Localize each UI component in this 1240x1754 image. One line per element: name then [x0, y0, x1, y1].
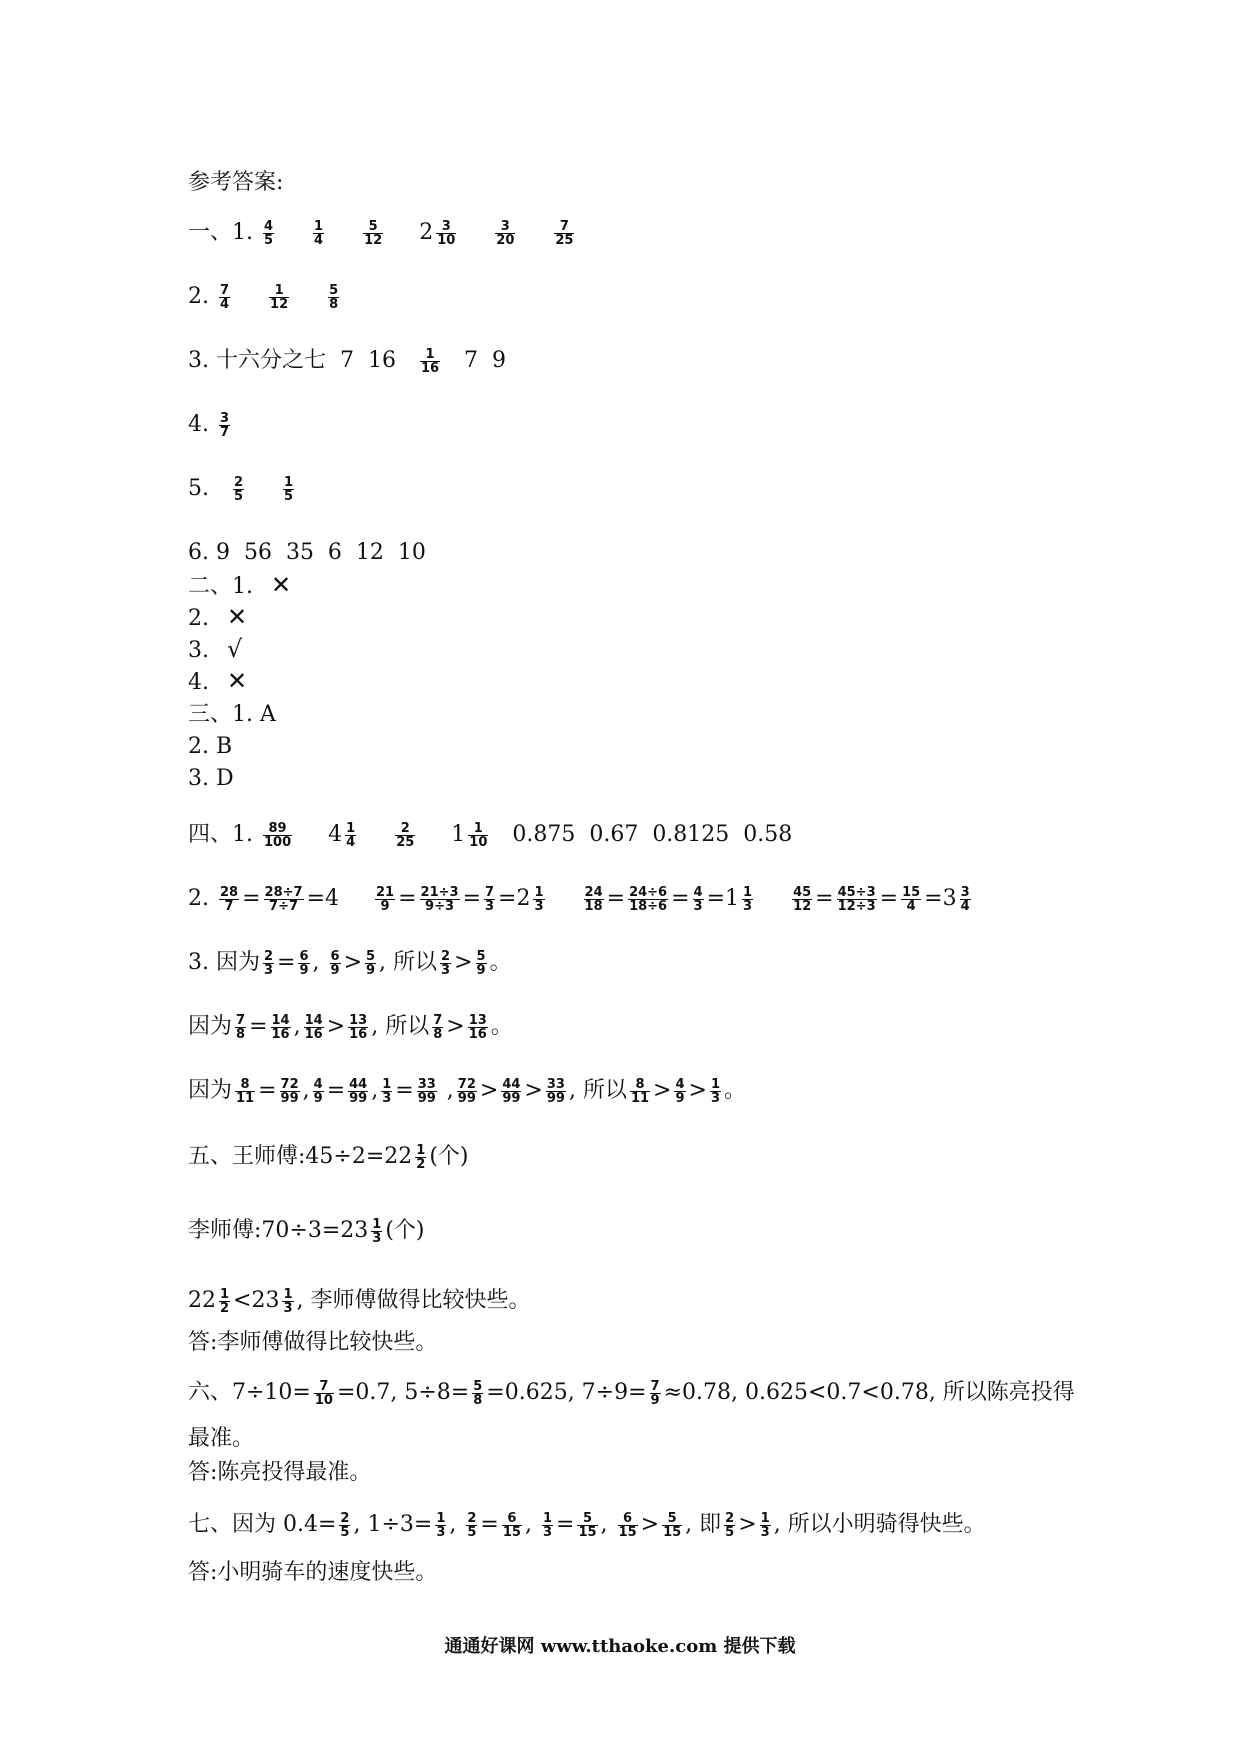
- fraction: [542, 1512, 553, 1539]
- fraction: [760, 1512, 771, 1539]
- fraction: [674, 1078, 685, 1105]
- numerator: 7: [433, 1012, 443, 1028]
- denominator: 11: [630, 1090, 650, 1106]
- s6-line1: [188, 1378, 1075, 1408]
- denominator: 99: [280, 1090, 299, 1106]
- s3-q1: 三、1. A: [188, 702, 276, 727]
- fraction: [363, 220, 383, 247]
- fraction: [420, 886, 460, 913]
- numerator: 44: [349, 1076, 368, 1092]
- denominator: 8: [329, 296, 339, 312]
- numerator: 6: [623, 1510, 633, 1526]
- q-text: 七、因为 0.4=: [188, 1512, 337, 1537]
- fraction: [436, 220, 456, 247]
- denominator: 5: [725, 1524, 735, 1540]
- fraction: [348, 1014, 368, 1041]
- denominator: 5: [340, 1524, 350, 1540]
- fraction: [546, 1078, 566, 1105]
- fraction: [263, 950, 274, 977]
- numerator: 5: [476, 948, 486, 964]
- denominator: 100: [264, 834, 292, 850]
- fraction: [472, 1380, 483, 1407]
- numerator: 5: [368, 218, 378, 234]
- s4-q3-line1: 3. 因为 $\frac{2}{3}$ = $\frac{6}{9}$ , $\frac{6}{9}$ > $\frac{5}{9}$ , 所以 $\frac{2}{3}$ > $\frac{5}{9}$ 。: [188, 948, 512, 978]
- fraction: [264, 886, 304, 913]
- fraction: [219, 1288, 230, 1315]
- s1-q3: [188, 346, 506, 376]
- s5-answer: 答:李师傅做得比较快些。: [188, 1330, 438, 1355]
- fraction: [263, 822, 292, 849]
- denominator: 10: [314, 1392, 333, 1408]
- denominator: 99: [502, 1090, 521, 1106]
- result: =3: [924, 886, 957, 911]
- fraction: [371, 1218, 382, 1245]
- denominator: 12: [270, 296, 289, 312]
- q-text: , 即: [685, 1512, 722, 1537]
- numerator: 4: [693, 884, 703, 900]
- q-text: <23: [233, 1288, 280, 1313]
- unit: (个): [385, 1218, 425, 1243]
- fraction: [283, 476, 294, 503]
- denominator: 8: [473, 1392, 483, 1408]
- denominator: 9: [375, 899, 395, 913]
- fraction: [375, 886, 395, 913]
- numerator: 2: [263, 948, 274, 964]
- s2-q2: [188, 602, 247, 634]
- q-text: 因为: [188, 1078, 233, 1103]
- result: =4: [306, 886, 339, 911]
- denominator: 3: [760, 1524, 770, 1540]
- decimal-answers: 0.875 0.67 0.8125 0.58: [512, 822, 793, 847]
- denominator: 9: [366, 962, 376, 978]
- numerator: 1: [284, 474, 294, 490]
- q-label: 2.: [188, 284, 209, 309]
- fraction: [792, 886, 812, 913]
- fraction: [348, 1078, 368, 1105]
- fraction: [381, 1078, 392, 1105]
- numerator: 1: [382, 1076, 392, 1092]
- numerator: 7: [236, 1012, 246, 1028]
- numerator: 24: [584, 884, 603, 900]
- s1-q4: [188, 410, 233, 440]
- s1-q5: [188, 474, 297, 504]
- period: 。: [489, 950, 512, 975]
- denominator: 3: [534, 898, 544, 914]
- fraction: [630, 1078, 650, 1105]
- denominator: 3: [436, 1524, 446, 1540]
- numerator: 8: [635, 1076, 645, 1092]
- denominator: 4: [901, 899, 921, 913]
- q-label: 二、1.: [188, 574, 253, 599]
- numerator: 33: [546, 1076, 565, 1092]
- cross-mark-icon: ✕: [271, 571, 292, 599]
- q-text: =0.7, 5÷8=: [336, 1380, 470, 1405]
- q-label: 3.: [188, 638, 209, 663]
- numerator: 7: [319, 1378, 329, 1394]
- denominator: 15: [502, 1524, 521, 1540]
- fraction: [693, 886, 704, 913]
- numerator: 1: [534, 884, 544, 900]
- denominator: 9: [675, 1090, 685, 1106]
- fraction: [584, 886, 604, 913]
- cross-mark-icon: ✕: [227, 667, 248, 695]
- denominator: 25: [396, 834, 415, 850]
- fraction: [271, 1014, 291, 1041]
- comma: ,: [312, 950, 327, 975]
- q-label: 四、1.: [188, 822, 253, 847]
- period: 。: [724, 1078, 747, 1103]
- q-text: , 所以: [379, 950, 438, 975]
- q-text: ,: [600, 1512, 615, 1537]
- denominator: 99: [349, 1090, 368, 1106]
- fraction: [440, 950, 451, 977]
- denominator: 16: [349, 1026, 368, 1042]
- denominator: 2: [220, 1300, 230, 1316]
- denominator: 12÷3: [837, 898, 876, 914]
- denominator: 7÷7: [264, 899, 304, 913]
- denominator: 99: [546, 1090, 565, 1106]
- denominator: 25: [555, 232, 574, 248]
- s5-line2: [188, 1216, 424, 1246]
- s5-line3: [188, 1286, 531, 1316]
- footer-credit: 通通好课网 www.tthaoke.com 提供下载: [444, 1636, 796, 1657]
- s2-q1: [188, 570, 291, 602]
- fraction: [466, 1512, 477, 1539]
- numerator: 89: [268, 820, 287, 836]
- s6-line2: 最准。: [188, 1426, 255, 1451]
- denominator: 3: [441, 962, 451, 978]
- numerator: 1: [473, 820, 483, 836]
- q-text: , 1÷3=: [353, 1512, 433, 1537]
- fraction: [901, 886, 921, 913]
- fraction: [365, 950, 376, 977]
- denominator: 16: [420, 360, 440, 376]
- numerator: 33: [417, 1076, 436, 1092]
- fraction: [435, 1512, 446, 1539]
- fraction: [742, 886, 753, 913]
- numerator: 4: [313, 1076, 323, 1092]
- denominator: 3: [693, 898, 703, 914]
- numerator: 6: [507, 1510, 517, 1526]
- q-text: , 所以小明骑得快些。: [773, 1512, 986, 1537]
- denominator: 3: [485, 898, 495, 914]
- fraction: [314, 1380, 334, 1407]
- fraction: [724, 1512, 735, 1539]
- numerator: 1: [372, 1216, 382, 1232]
- fraction: [233, 476, 244, 503]
- q-label: 4.: [188, 412, 209, 437]
- numerator: 2: [467, 1510, 477, 1526]
- numerator: 3: [441, 218, 451, 234]
- numerator: 28: [220, 884, 239, 900]
- result: =2: [498, 886, 531, 911]
- numerator: 13: [349, 1012, 368, 1028]
- fraction: [457, 1078, 477, 1105]
- denominator: 3: [372, 1230, 382, 1246]
- numerator: 72: [457, 1076, 476, 1092]
- fraction: [282, 1288, 293, 1315]
- check-mark-icon: √: [227, 635, 243, 663]
- whole-number: 2: [419, 220, 434, 245]
- fraction: [219, 412, 230, 439]
- fraction: [484, 886, 495, 913]
- numerator: 1: [416, 1142, 426, 1158]
- numerator: 4: [264, 218, 274, 234]
- numerator: 2: [441, 948, 451, 964]
- numerator: 5: [329, 282, 339, 298]
- numerator: 1: [542, 1510, 552, 1526]
- fraction: [650, 1380, 661, 1407]
- numerator: 2: [234, 474, 244, 490]
- denominator: 15: [618, 1524, 637, 1540]
- denominator: 20: [496, 232, 515, 248]
- s4-q3-line2: 因为 $\frac{7}{8}$ = $\frac{14}{16}$ , $\frac{14}{16}$ > $\frac{13}{16}$ , 所以 $\frac{7}{8}$ > $\frac{13}{16}$ 。: [188, 1012, 513, 1042]
- denominator: 3: [283, 1300, 293, 1316]
- q-text: ,: [524, 1512, 539, 1537]
- numerator: 14: [304, 1012, 323, 1028]
- denominator: 9: [313, 1090, 323, 1106]
- denominator: 3: [542, 1524, 552, 1540]
- fraction: [837, 886, 877, 913]
- numerator: 6: [330, 948, 340, 964]
- q-text: , 李师傅做得比较快些。: [296, 1288, 531, 1313]
- denominator: 9: [299, 962, 309, 978]
- s7-line1: 七、因为 0.4= $\frac{2}{5}$ , 1÷3= $\frac{1}{3}$ , $\frac{2}{5}$ = $\frac{6}{15}$ , $\frac{1}{3}$ = $\frac{5}{15}$ , $\frac{6}{15}$ > $\frac{5}{15}$ , 即 $\frac{2}{5}$ > $\frac{1}{3}$ , 所以小明骑得快些。: [188, 1510, 986, 1540]
- denominator: 12: [793, 898, 812, 914]
- numerator: 1: [346, 820, 356, 836]
- fraction: [554, 220, 574, 247]
- fraction: [476, 950, 487, 977]
- numerator: 1: [760, 1510, 770, 1526]
- denominator: 8: [236, 1026, 246, 1042]
- q-label: 一、1.: [188, 220, 253, 245]
- result: =1: [706, 886, 740, 911]
- cross-mark-icon: ✕: [227, 603, 248, 631]
- denominator: 15: [578, 1524, 597, 1540]
- s2-q3: [188, 634, 242, 666]
- numerator: 14: [271, 1012, 290, 1028]
- numerator: 21÷3: [420, 884, 459, 900]
- q-text: ≈0.78, 0.625<0.7<0.78, 所以陈亮投得: [663, 1380, 1075, 1405]
- fraction: [960, 886, 971, 913]
- denominator: 4: [346, 834, 356, 850]
- numerator: 7: [559, 218, 569, 234]
- numerator: 5: [667, 1510, 677, 1526]
- denominator: 3: [710, 1090, 721, 1106]
- fraction: [328, 284, 339, 311]
- fraction: [235, 1078, 255, 1105]
- q-text: , 所以: [568, 1078, 627, 1103]
- q-text: 李师傅:70÷3=23: [188, 1218, 369, 1243]
- q-text: 3. 十六分之七 7 16: [188, 348, 396, 373]
- fraction: [219, 284, 230, 311]
- fraction: [628, 886, 668, 913]
- denominator: 10: [469, 834, 488, 850]
- denominator: 12: [364, 232, 383, 248]
- fraction: [298, 950, 309, 977]
- fraction: [313, 1078, 324, 1105]
- denominator: 3: [263, 962, 274, 978]
- fraction: [417, 1078, 437, 1105]
- denominator: 2: [416, 1156, 426, 1172]
- denominator: 4: [220, 296, 230, 312]
- fraction: [235, 1014, 246, 1041]
- s4-q3-line3: 因为 $\frac{8}{11}$ = $\frac{72}{99}$ , $\frac{4}{9}$ = $\frac{44}{99}$ , $\frac{1}{3}$ = $\frac{33}{99}$ , $\frac{72}{99}$ > $\frac{44}{99}$ > $\frac{33}{99}$ , 所以 $\frac{8}{11}$ > $\frac{4}{9}$ > $\frac{1}{3}$ 。: [188, 1076, 747, 1106]
- q-text: 六、7÷10=: [188, 1380, 311, 1405]
- s6-answer: 答:陈亮投得最准。: [188, 1460, 372, 1485]
- numerator: 2: [340, 1510, 350, 1526]
- numerator: 6: [299, 948, 309, 964]
- fraction: [577, 1512, 597, 1539]
- numerator: 5: [366, 948, 376, 964]
- denominator: 99: [457, 1090, 476, 1106]
- fraction: [468, 1014, 488, 1041]
- numerator: 1: [425, 346, 435, 362]
- numerator: 7: [485, 884, 495, 900]
- denominator: 4: [314, 232, 324, 248]
- numerator: 5: [473, 1378, 483, 1394]
- q-label: 4.: [188, 670, 209, 695]
- whole-number: 1: [451, 822, 466, 847]
- fraction: [468, 822, 488, 849]
- q-text: , 所以: [371, 1014, 430, 1039]
- denominator: 99: [417, 1090, 436, 1106]
- numerator: 1: [283, 1286, 293, 1302]
- denominator: 9: [476, 962, 486, 978]
- q-text: 因为: [188, 1014, 233, 1039]
- numerator: 1: [436, 1510, 446, 1526]
- fraction: [339, 1512, 350, 1539]
- q-label: 2.: [188, 606, 209, 631]
- s4-q2: 2. $\frac{28}{7}$ = $\frac{28\div 7}{7\div 7}$ =4 $\frac{21}{9}$ = $\frac{21\div 3}{9\div 3}$ = $\frac{7}{3}$ =2 $\frac{1}{3}$ $\frac{24}{18}$ = $\frac{24\div 6}{18\div 6}$ = $\frac{4}{3}$ =1 $\frac{1}{3}$ $\frac{45}{12}$ = $\frac{45\div 3}{12\div 3}$ = $\frac{15}{4}$ =3 $\frac{3}{4}$: [188, 884, 970, 914]
- q-text: 五、王师傅:45÷2=22: [188, 1144, 413, 1169]
- fraction: [618, 1512, 638, 1539]
- s1-q1: [188, 218, 577, 248]
- s5-line1: [188, 1142, 468, 1172]
- numerator: 3: [500, 218, 510, 234]
- numerator: 1: [274, 282, 284, 298]
- answers-title: 参考答案:: [188, 170, 284, 195]
- fraction: [415, 1144, 426, 1171]
- denominator: 18÷6: [629, 898, 668, 914]
- numerator: 7: [650, 1378, 660, 1394]
- s7-answer: 答:小明骑车的速度快些。: [188, 1560, 438, 1585]
- denominator: 5: [467, 1524, 477, 1540]
- numerator: 3: [220, 410, 230, 426]
- denominator: 5: [264, 232, 274, 248]
- s3-q2: 2. B: [188, 734, 233, 759]
- numerator: 21: [376, 884, 395, 900]
- denominator: 15: [663, 1524, 682, 1540]
- numerator: 8: [240, 1076, 250, 1092]
- numerator: 44: [502, 1076, 521, 1092]
- fraction: [395, 822, 415, 849]
- numerator: 3: [960, 884, 970, 900]
- denominator: 3: [743, 898, 753, 914]
- denominator: 9: [330, 962, 340, 978]
- numerator: 1: [743, 884, 753, 900]
- q-text: 3. 因为: [188, 950, 260, 975]
- denominator: 5: [284, 488, 294, 504]
- denominator: 10: [437, 232, 456, 248]
- fraction: [263, 220, 274, 247]
- numerator: 1: [314, 218, 324, 234]
- denominator: 11: [236, 1090, 255, 1106]
- fraction: [304, 1014, 324, 1041]
- s3-q3: 3. D: [188, 766, 234, 791]
- numerator: 45÷3: [837, 884, 876, 900]
- q-text: 7 9: [464, 348, 507, 373]
- numerator: 24÷6: [629, 884, 668, 900]
- whole-number: 4: [328, 822, 343, 847]
- s4-q1: [188, 820, 792, 850]
- fraction: [330, 950, 341, 977]
- unit: (个): [429, 1144, 469, 1169]
- period: 。: [490, 1014, 513, 1039]
- denominator: 4: [960, 898, 970, 914]
- denominator: 7: [219, 899, 239, 913]
- numerator: 4: [675, 1076, 685, 1092]
- q-text: 22: [188, 1288, 216, 1313]
- denominator: 16: [468, 1026, 487, 1042]
- denominator: 7: [220, 424, 230, 440]
- numerator: 2: [400, 820, 410, 836]
- fraction: [501, 1078, 521, 1105]
- fraction: [495, 220, 515, 247]
- fraction: [280, 1078, 300, 1105]
- numerator: 28÷7: [264, 884, 303, 900]
- denominator: 3: [382, 1090, 392, 1106]
- q-text: =0.625, 7÷9=: [486, 1380, 647, 1405]
- fraction: [710, 1078, 721, 1105]
- fraction: [345, 822, 356, 849]
- s1-q2: [188, 282, 342, 312]
- numerator: 7: [220, 282, 230, 298]
- fraction: [420, 348, 440, 375]
- q-text: ,: [449, 1512, 464, 1537]
- numerator: 15: [902, 884, 921, 900]
- q-label: 2.: [188, 886, 209, 911]
- denominator: 9: [650, 1392, 660, 1408]
- numerator: 5: [582, 1510, 592, 1526]
- denominator: 18: [584, 898, 603, 914]
- fraction: [533, 886, 544, 913]
- numerator: 72: [280, 1076, 299, 1092]
- fraction: [313, 220, 324, 247]
- fraction: [502, 1512, 522, 1539]
- numerator: 13: [468, 1012, 487, 1028]
- numerator: 1: [710, 1076, 721, 1092]
- s1-q6: 6. 9 56 35 6 12 10: [188, 540, 426, 565]
- denominator: 5: [234, 488, 244, 504]
- numerator: 45: [793, 884, 812, 900]
- numerator: 1: [220, 1286, 230, 1302]
- numerator: 2: [725, 1510, 735, 1526]
- denominator: 8: [433, 1026, 443, 1042]
- s2-q4: [188, 666, 247, 698]
- fraction: [269, 284, 289, 311]
- fraction: [662, 1512, 682, 1539]
- fraction: [432, 1014, 443, 1041]
- denominator: 16: [271, 1026, 290, 1042]
- fraction: [219, 886, 239, 913]
- denominator: 9÷3: [420, 899, 460, 913]
- q-label: 5.: [188, 476, 209, 501]
- denominator: 16: [304, 1026, 323, 1042]
